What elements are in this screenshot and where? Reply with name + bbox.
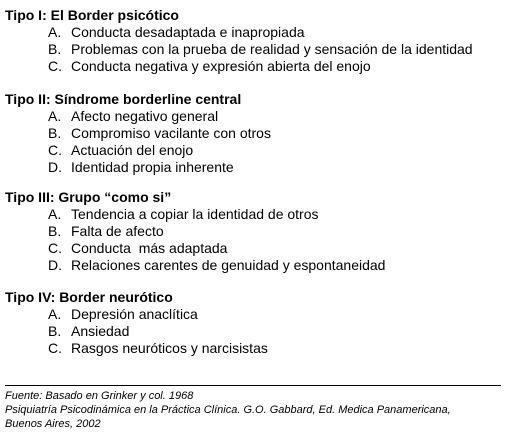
list-item — [5, 142, 500, 159]
item-list — [5, 206, 500, 274]
list-item — [5, 58, 500, 75]
item-text: Rasgos neuróticos y narcisistas — [71, 340, 268, 356]
list-item — [5, 206, 500, 223]
section-title: Tipo II: Síndrome borderline central — [5, 91, 242, 107]
section-tipo-4 — [5, 289, 500, 357]
item-letter: C. — [48, 240, 62, 256]
source-footer — [5, 389, 501, 431]
item-text: Conducta desadaptada e inapropiada — [71, 24, 305, 40]
item-letter: B. — [48, 41, 62, 57]
item-letter: D. — [48, 159, 62, 175]
item-text: Falta de afecto — [71, 223, 164, 239]
item-list — [5, 24, 500, 75]
section-tipo-1 — [5, 7, 500, 75]
item-text: Identidad propia inherente — [71, 159, 234, 175]
item-letter: A. — [48, 24, 62, 40]
item-letter: C. — [48, 142, 62, 158]
item-text: Conducta negativa y expresión abierta del enojo — [71, 58, 371, 74]
item-text: Relaciones carentes de genuidad y espontaneidad — [71, 257, 386, 273]
section-title: Tipo III: Grupo “como si” — [5, 189, 172, 205]
item-letter: B. — [48, 223, 62, 239]
list-item — [5, 24, 500, 41]
item-text: Ansiedad — [71, 323, 130, 339]
item-letter: A. — [48, 306, 62, 322]
item-letter: B. — [48, 125, 62, 141]
item-list — [5, 108, 500, 176]
item-letter: D. — [48, 257, 62, 273]
item-text: Compromiso vacilante con otros — [71, 125, 271, 141]
item-text: Tendencia a copiar la identidad de otros — [71, 206, 319, 222]
item-text: Conducta más adaptada — [71, 240, 228, 256]
footer-citation-line: Psiquiatría Psicodinámica en la Práctica Clínica. G.O. Gabbard, Ed. Medica Panamericana, — [5, 404, 451, 416]
section-tipo-2 — [5, 91, 500, 176]
item-text: Depresión anaclítica — [71, 306, 198, 322]
list-item — [5, 41, 500, 58]
item-letter: B. — [48, 323, 62, 339]
list-item — [5, 125, 500, 142]
list-item — [5, 340, 500, 357]
item-letter: A. — [48, 206, 62, 222]
list-item — [5, 223, 500, 240]
list-item — [5, 159, 500, 176]
item-letter: C. — [48, 340, 62, 356]
list-item — [5, 257, 500, 274]
list-item — [5, 306, 500, 323]
section-tipo-3 — [5, 189, 500, 274]
list-item — [5, 240, 500, 257]
item-text: Problemas con la prueba de realidad y sensación de la identidad — [71, 41, 473, 57]
footer-source-line: Fuente: Basado en Grinker y col. 1968 — [5, 390, 194, 402]
footer-publisher-line: Buenos Aires, 2002 — [5, 418, 101, 430]
list-item — [5, 108, 500, 125]
section-title: Tipo IV: Border neurótico — [5, 289, 173, 305]
footer-divider — [5, 385, 501, 386]
section-title: Tipo I: El Border psicótico — [5, 7, 179, 23]
list-item — [5, 323, 500, 340]
item-list — [5, 306, 500, 357]
item-text: Actuación del enojo — [71, 142, 194, 158]
item-letter: A. — [48, 108, 62, 124]
item-letter: C. — [48, 58, 62, 74]
item-text: Afecto negativo general — [71, 108, 219, 124]
